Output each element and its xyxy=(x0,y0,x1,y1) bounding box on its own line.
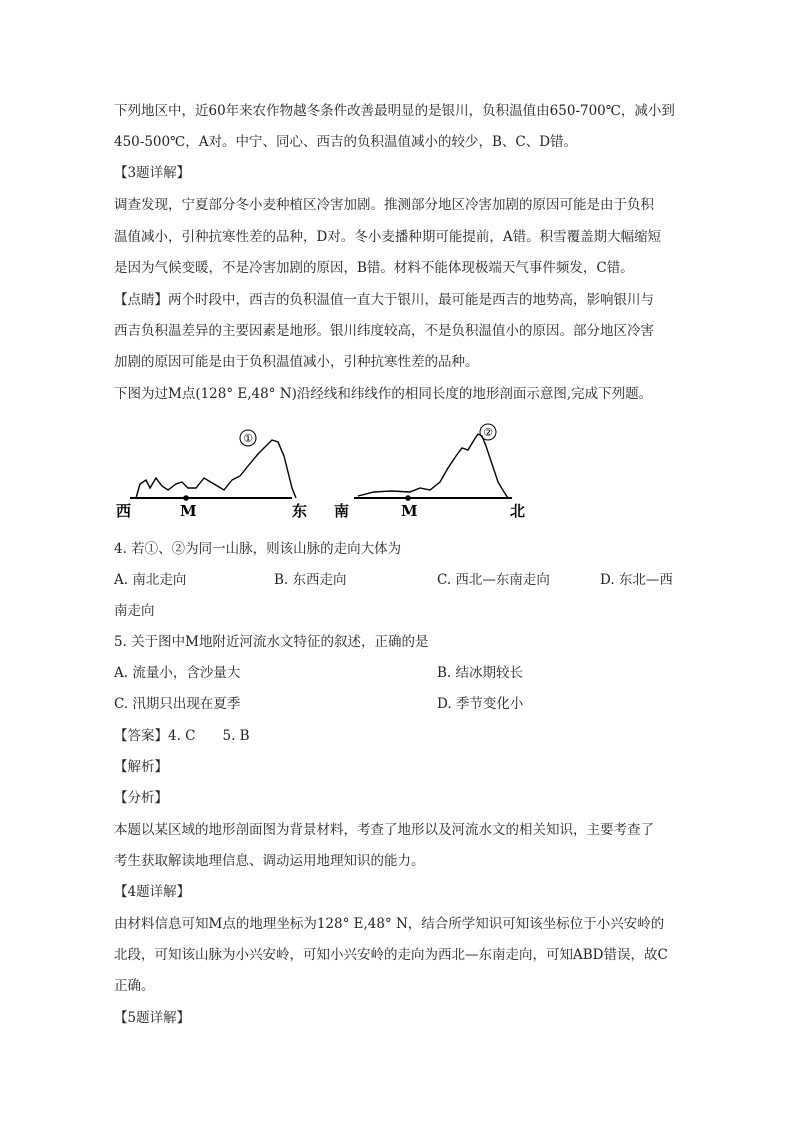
section-heading: 【解析】 xyxy=(114,759,168,775)
q5-option-c: C. 汛期只出现在夏季 xyxy=(114,696,241,712)
text-line: 450-500℃，A对。中宁、同心、西吉的负积温值减小的较少，B、C、D错。 xyxy=(114,134,578,150)
point-m-right xyxy=(405,495,411,501)
answer-line: 【答案】4. C 5. B xyxy=(114,728,250,744)
text-line: 是因为气候变暖，不是冷害加剧的原因，B错。材料不能体现极端天气事件频发，C错。 xyxy=(114,260,634,276)
label-south: 南 xyxy=(334,502,350,520)
q4-option-b: B. 东西走向 xyxy=(274,572,347,588)
section-heading: 【分析】 xyxy=(114,790,168,806)
q4-option-a: A. 南北走向 xyxy=(114,572,187,588)
point-m-left xyxy=(183,495,189,501)
terrain-profile-diagram xyxy=(112,420,532,525)
section-heading: 【3题详解】 xyxy=(114,165,191,181)
text-line: 下列地区中，近60年来农作物越冬条件改善最明显的是银川，负积温值由650-700℃，减小到 xyxy=(114,103,675,119)
label-m-right: M xyxy=(401,502,418,520)
text-line: 西吉负积温差异的主要因素是地形。银川纬度较高，不是负积温值小的原因。部分地区冷害 xyxy=(114,323,654,339)
text-line: 正确。 xyxy=(114,978,155,994)
section-heading: 【5题详解】 xyxy=(114,1010,191,1026)
q4-option-c: C. 西北—东南走向 xyxy=(437,572,550,588)
label-west: 西 xyxy=(116,502,132,520)
text-line: 调查发现，宁夏部分冬小麦种植区冷害加剧。推测部分地区冷害加剧的原因可能是由于负积 xyxy=(114,197,654,213)
peak-label-2: ② xyxy=(483,426,493,439)
label-east: 东 xyxy=(292,502,308,520)
text-line: 下图为过M点(128° E,48° N)沿经线和纬线作的相同长度的地形剖面示意图,完成下列题。 xyxy=(114,386,653,402)
text-line: 由材料信息可知M点的地理坐标为128° E,48° N，结合所学知识可知该坐标位于小兴安岭的 xyxy=(114,916,665,932)
question-4-stem: 4. 若①、②为同一山脉，则该山脉的走向大体为 xyxy=(114,541,402,557)
text-line: 【点睛】两个时段中，西吉的负积温值一直大于银川，最可能是西吉的地势高，影响银川与 xyxy=(114,292,654,308)
terrain-line-south-north xyxy=(358,434,508,498)
text-line: 考生获取解读地理信息、调动运用地理知识的能力。 xyxy=(114,853,425,869)
q4-option-d-continued: 南走向 xyxy=(114,603,155,619)
label-north: 北 xyxy=(510,502,526,520)
q5-option-a: A. 流量小，含沙量大 xyxy=(114,665,241,681)
label-m-left: M xyxy=(180,502,197,520)
section-heading: 【4题详解】 xyxy=(114,884,191,900)
profile-west-east xyxy=(116,430,307,520)
peak-label-1: ① xyxy=(243,432,253,445)
question-5-stem: 5. 关于图中M地附近河流水文特征的叙述，正确的是 xyxy=(114,634,429,650)
text-line: 本题以某区域的地形剖面图为背景材料，考查了地形以及河流水文的相关知识，主要考查了 xyxy=(114,822,654,838)
text-line: 北段，可知该山脉为小兴安岭，可知小兴安岭的走向为西北—东南走向，可知ABD错误，故C xyxy=(114,947,668,963)
terrain-line-west-east xyxy=(136,440,296,498)
q5-option-b: B. 结冰期较长 xyxy=(437,665,524,681)
q5-option-d: D. 季节变化小 xyxy=(437,696,524,712)
text-line: 加剧的原因可能是由于负积温值减小，引种抗寒性差的品种。 xyxy=(114,354,479,370)
profile-south-north xyxy=(334,424,525,520)
q4-option-d: D. 东北—西 xyxy=(600,572,673,588)
text-line: 温值减小，引种抗寒性差的品种，D对。冬小麦播种期可能提前，A错。积雪覆盖期大幅缩短 xyxy=(114,229,662,245)
